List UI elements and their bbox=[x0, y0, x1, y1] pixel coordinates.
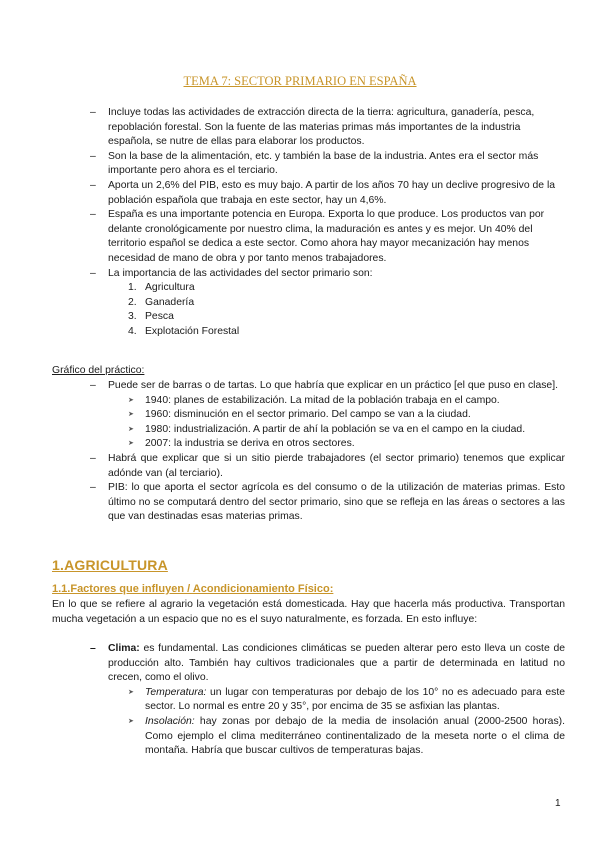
year-item bbox=[128, 408, 565, 423]
clima-label: Clima: bbox=[108, 643, 140, 654]
section-heading: 1.AGRICULTURA bbox=[52, 557, 168, 573]
year-item bbox=[128, 437, 565, 452]
arrow-bullet-icon: ➤ bbox=[128, 396, 134, 404]
clima-text: es fundamental. Las condiciones climáticas se pueden alterar pero esto lleva un coste de producción alto. También hay cultivos tradicionales que a partir de determinada en latitud no crecen, como el olivo. bbox=[108, 643, 565, 684]
grafico-heading: Gráfico del práctico: bbox=[52, 365, 145, 376]
arrow-bullet-icon: ➤ bbox=[128, 411, 134, 419]
year-item bbox=[128, 394, 565, 409]
activity-item bbox=[128, 281, 565, 296]
clima-sub-item bbox=[128, 715, 565, 759]
clima-sub-list bbox=[108, 686, 565, 759]
list-item: – Son la base de la alimentación, etc. y también la base de la industria. Antes era el sector más importante pero ahora es el terciario. bbox=[90, 150, 565, 179]
activity-number: 2. bbox=[128, 296, 137, 308]
list-item bbox=[90, 267, 565, 340]
list-item bbox=[90, 379, 565, 452]
activity-label: Agricultura bbox=[145, 282, 195, 294]
activity-number: 3. bbox=[128, 311, 137, 323]
arrow-bullet-icon: ➤ bbox=[128, 688, 134, 696]
activity-number: 4. bbox=[128, 325, 137, 337]
list-item-text: Puede ser de barras o de tartas. Lo que habría que explicar en un práctico [el que puso en clase]. bbox=[108, 380, 558, 391]
insolacion-label: Insolación: bbox=[145, 715, 195, 727]
intro-list bbox=[90, 106, 565, 340]
list-item-text: La importancia de las actividades del sector primario son: bbox=[108, 267, 373, 279]
temperatura-label: Temperatura: bbox=[145, 686, 207, 698]
activity-item bbox=[128, 325, 565, 340]
year-item bbox=[128, 423, 565, 438]
year-text: 2007: la industria se deriva en otros sectores. bbox=[145, 438, 355, 450]
clima-list bbox=[90, 642, 565, 759]
year-text: 1980: industrialización. A partir de ahí la población se va en el campo en la ciudad. bbox=[145, 423, 526, 435]
arrow-bullet-icon: ➤ bbox=[128, 717, 134, 725]
temperatura-text: un lugar con temperaturas por debajo de los 10° no es adecuado para este sector. Lo normal es entre 20 y 35°, por encima de 35 se asfixian las plantas. bbox=[145, 686, 565, 713]
list-item: – Aporta un 2,6% del PIB, esto es muy bajo. A partir de los años 70 hay un declive progresivo de la población española que trabaja en este sector, hay un 4,6%. bbox=[90, 179, 565, 208]
year-text: 1940: planes de estabilización. La mitad de la población trabaja en el campo. bbox=[145, 394, 500, 406]
activities-list bbox=[108, 281, 565, 339]
list-item: – Habrá que explicar que si un sitio pierde trabajadores (el sector primario) tenemos que explicar adónde van (al terciario). bbox=[90, 452, 565, 481]
year-text: 1960: disminución en el sector primario. Del campo se van a la ciudad. bbox=[145, 409, 471, 421]
section-paragraph: En lo que se refiere al agrario la vegetación está domesticada. Hay que hacerla más productiva. Transportan mucha vegetación a un espacio que no es el suyo naturalmente, es forzada. En esto influye: bbox=[52, 599, 565, 625]
grafico-list bbox=[90, 379, 565, 525]
activity-label: Explotación Forestal bbox=[145, 325, 240, 337]
list-item: – España es una importante potencia en Europa. Exporta lo que produce. Los productos van por delante cronológicamente por nuestro clima, la maduración es antes y es mejor. Un 40% del territorio español se dedica a este sector. Como ahora hay mayor mecanización hay menos necesidad de mano de obra y por tanto menos trabajadores. bbox=[90, 208, 565, 266]
list-item: – PIB: lo que aporta el sector agrícola es del consumo o de la utilización de materias primas. Esto último no se computará dentro del sector primario, sino que se refleja en las áreas o sectores a las que van destinadas esas materias primas. bbox=[90, 481, 565, 525]
list-item: – Incluye todas las actividades de extracción directa de la tierra: agricultura, ganadería, pesca, repoblación forestal. Son la fuente de las materias primas más importantes de la industria española, se nutre de ellas para elaborar los productos. bbox=[90, 106, 565, 150]
clima-sub-item bbox=[128, 686, 565, 715]
arrow-bullet-icon: ➤ bbox=[128, 440, 134, 448]
document-title: TEMA 7: SECTOR PRIMARIO EN ESPAÑA bbox=[183, 74, 417, 88]
activity-item bbox=[128, 310, 565, 325]
years-list bbox=[108, 394, 565, 452]
activity-item bbox=[128, 296, 565, 311]
arrow-bullet-icon: ➤ bbox=[128, 425, 134, 433]
insolacion-text: hay zonas por debajo de la media de insolación anual (2000-2500 horas). Como ejemplo el clima mediterráneo continentalizado de la meseta norte o el clima de montaña. Habría que buscar cultivos de temperaturas bajas. bbox=[145, 715, 565, 757]
activity-label: Ganadería bbox=[145, 296, 195, 308]
clima-item bbox=[90, 642, 565, 759]
subsection-heading: 1.1.Factores que influyen / Acondicionamiento Físico: bbox=[52, 583, 334, 595]
page-number: 1 bbox=[555, 798, 561, 809]
activity-number: 1. bbox=[128, 282, 137, 294]
activity-label: Pesca bbox=[145, 311, 174, 323]
